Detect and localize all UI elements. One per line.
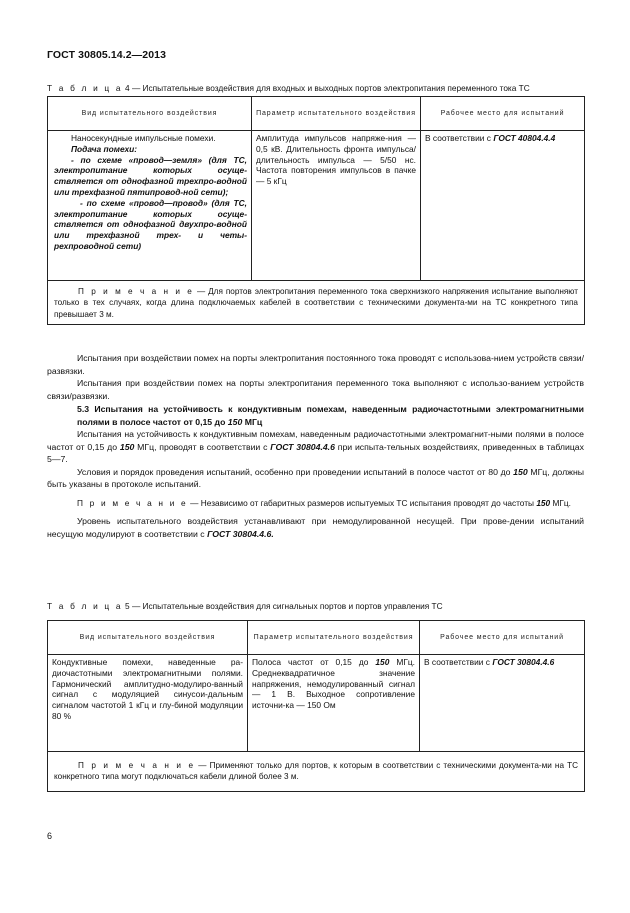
- note2-label: П р и м е ч а н и е: [77, 497, 188, 508]
- table4-type-line1: Наносекундные импульсные помехи.: [71, 133, 216, 143]
- table4-note-text: — Для портов электропитания переменного тока сверхнизкого напряжения испытание выполняют только в тех случаях, когда длина подключаемых кабелей в соответствии с техническими документа-ми на ТС конкретного типа превышает 3 м.: [54, 287, 578, 319]
- table5-header-param: Параметр испытательного воздействия: [253, 633, 414, 641]
- table4-data-row: [48, 131, 585, 281]
- note-frequency: [47, 497, 584, 510]
- section-heading-unit: МГц: [242, 416, 263, 427]
- table4-header-type: Вид испытательного воздействия: [81, 109, 218, 117]
- p3-text-c: при испыта-тельных воздействиях, приведенных в таблицах 5—7.: [47, 441, 584, 464]
- table5-header-place: Рабочее место для испытаний: [440, 633, 564, 641]
- table5-header-type: Вид испытательного воздействия: [79, 633, 216, 641]
- table5-cell-type: Кондуктивные помехи, наведенные ра-диочастотными электромагнитными полями. Гармонический амплитудно-модулиро-ванный сигнал с модуляцией синусои-дальным сигналом частотой 1 кГц и глу-биной модуляции 80 %: [52, 657, 243, 721]
- page-number: 6: [47, 831, 53, 841]
- table5-header-row: [48, 621, 585, 655]
- p5-standard-ref: ГОСТ 30804.4.6.: [207, 528, 274, 539]
- table5-caption: [47, 601, 443, 611]
- table5-note-row: [48, 752, 585, 792]
- table4-cell-param: Амплитуда импульсов напряже-ния — 0,5 кВ. Длительность фронта импульса/ длительность импульса — 5/50 нс. Частота повторения импульсов в пачке — 5 кГц: [256, 133, 416, 187]
- table4-place-prefix: В соответствии с: [425, 133, 494, 143]
- table4-note-row: [48, 281, 585, 325]
- body-text: [47, 352, 584, 540]
- table4-type-line3: - по схеме «провод—земля» (для ТС, электропитание которых осуще-ствляется от однофазной трехпро-водной или трехфазной пятипровод-ной сети);: [54, 154, 247, 197]
- table5-cell-place: [420, 655, 584, 670]
- p3-text-a: Испытания на устойчивость к кондуктивным помехам, наведенным радиочастотными электромагнит-ными полями в полосе частот от 0,15 до: [47, 429, 584, 452]
- note2-text: — Независимо от габаритных размеров испытуемых ТС испытания проводят до частоты: [187, 497, 537, 508]
- table4-cell-place: [421, 131, 584, 146]
- p3-number: 150: [119, 441, 135, 452]
- table4-header-param: Параметр испытательного воздействия: [256, 109, 416, 117]
- table4-note: [48, 281, 584, 324]
- section-heading-number: 150: [227, 416, 243, 427]
- document-header: ГОСТ 30805.14.2—2013: [47, 49, 167, 61]
- paragraph-ac-ports: Испытания при воздействии помех на порты электропитания переменного тока выполняют с использо-ванием устройств связи/развязки.: [47, 378, 584, 401]
- p3-standard-ref: ГОСТ 30804.4.6: [270, 441, 335, 452]
- table5-note-label: П р и м е ч а н и е: [78, 761, 196, 770]
- table5-caption-text: 5 — Испытательные воздействия для сигнальных портов и портов управления ТС: [122, 601, 443, 611]
- table4-caption-label: Т а б л и ц а: [47, 83, 123, 93]
- table5-cell-param: [248, 655, 419, 713]
- table5-note: [48, 752, 584, 791]
- table5-note-text: — Применяют только для портов, к которым в соответствии с техническими документа-ми на ТС конкретного типа могут подключаться кабели длиной более 3 м.: [54, 761, 578, 782]
- table5-param-b: МГц. Среднеквадратичное значение напряжения, немодулированный сигнал — 1 В. Выходное сопротивление источни-ка — 150 Ом: [252, 657, 415, 711]
- table4-note-label: П р и м е ч а н и е: [78, 287, 195, 296]
- table5-place-prefix: В соответствии с: [424, 657, 493, 667]
- table4-type-line2: Подача помехи:: [71, 143, 138, 154]
- paragraph-modulation: [47, 515, 584, 540]
- table5-place-ref: ГОСТ 30804.4.6: [492, 657, 555, 667]
- p4-text-a: Условия и порядок проведения испытаний, особенно при проведении испытаний в полосе частот от 80 до: [77, 466, 514, 477]
- p4-text-b: МГц, должны быть указаны в протоколе испытаний.: [47, 466, 584, 489]
- table5-data-row: [48, 655, 585, 752]
- table4-header-place: Рабочее место для испытаний: [440, 109, 565, 117]
- paragraph-dc-ports: Испытания при воздействии помех на порты электропитания постоянного тока проводят с использова-нием устройств связи/развязки.: [47, 353, 584, 376]
- p4-number: 150: [513, 466, 528, 477]
- table5-caption-label: Т а б л и ц а: [47, 601, 123, 611]
- table4-type-line4: - по схеме «провод—провод» (для ТС, электропитание которых осуще-ствляется от однофазной двухпро-водной или трехфазной трех- и четы-рехпроводной сети): [54, 197, 247, 251]
- section-heading-text: 5.3 Испытания на устойчивость к кондуктивным помехам, наведенным радиочастотными электромагнитными полями в полосе частот от 0,15 до: [77, 404, 584, 427]
- p3-text-b: МГц, проводят в соответствии с: [134, 441, 271, 452]
- note2-tail: МГц.: [550, 497, 571, 508]
- table5-param-number: 150: [375, 657, 390, 667]
- table4-place-ref: ГОСТ 40804.4.4: [493, 133, 556, 143]
- table4-caption-text: 4 — Испытательные воздействия для входных и выходных портов электропитания переменного тока ТС: [122, 83, 530, 93]
- paragraph-conditions: [47, 466, 584, 491]
- table5-param-a: Полоса частот от 0,15 до: [252, 657, 376, 667]
- table4-header-row: [48, 97, 585, 131]
- p5-text: Уровень испытательного воздействия устанавливают при немодулированной несущей. При прове-дении испытаний несущую модулируют в соответствии с: [47, 516, 584, 539]
- table-5: [47, 620, 585, 792]
- table-4: [47, 96, 585, 325]
- table4-cell-type: [48, 131, 251, 254]
- table4-caption: [47, 83, 530, 93]
- section-heading-5-3: [47, 403, 584, 428]
- paragraph-conducted-tests: [47, 428, 584, 466]
- note2-number: 150: [536, 497, 551, 508]
